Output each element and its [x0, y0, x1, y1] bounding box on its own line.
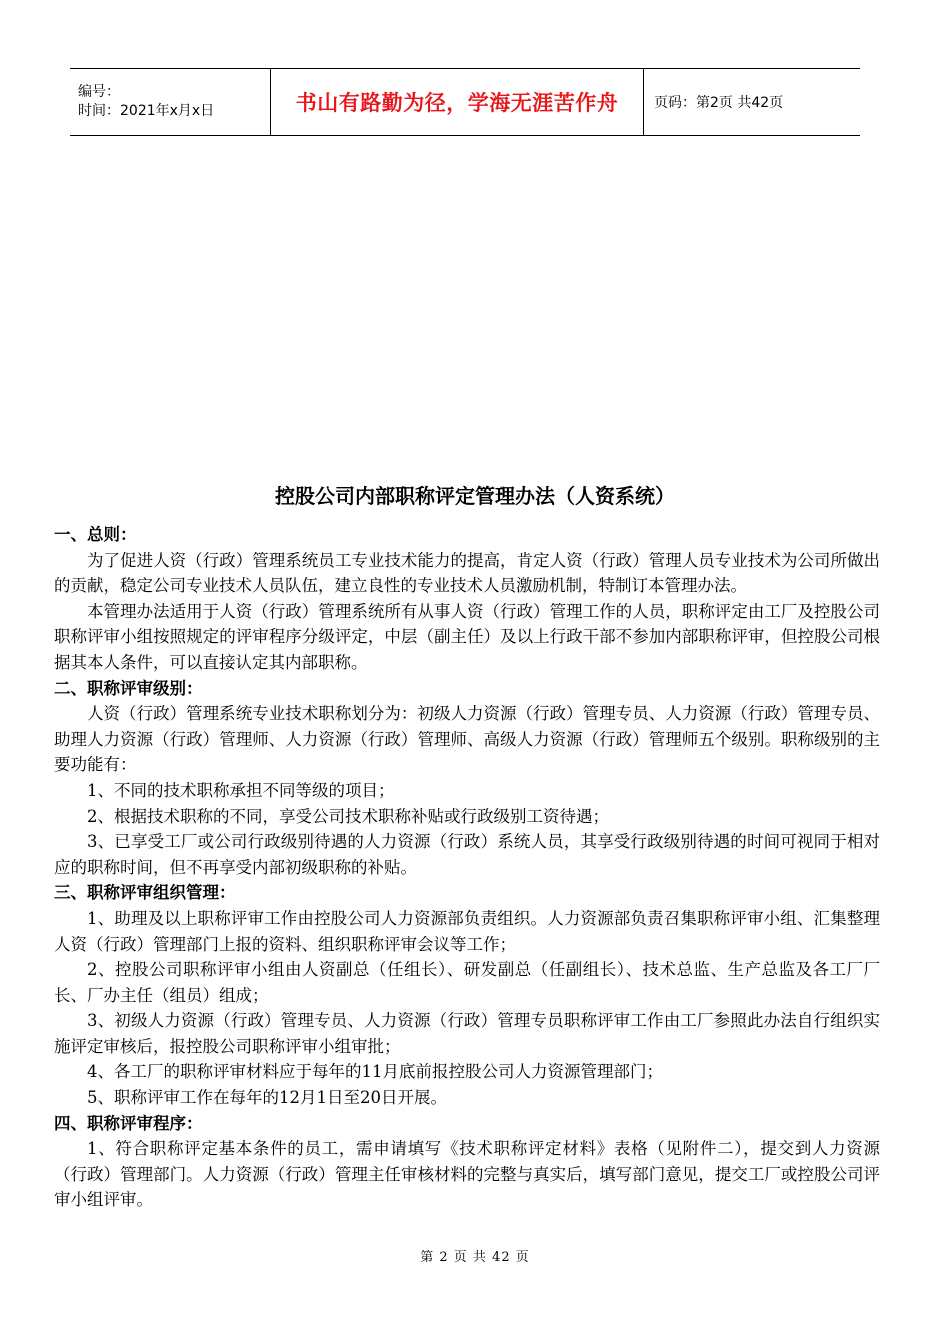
paragraph: 1、不同的技术职称承担不同等级的项目；	[87, 780, 395, 800]
document-number-label: 编号：	[78, 84, 120, 100]
section-heading-levels: 二、职称评审级别：	[54, 678, 203, 698]
paragraph: 为了促进人资（行政）管理系统员工专业技术能力的提高，肯定人资（行政）管理人员专业技术为公司所做出的贡献，稳定公司专业技术人员队伍，建立良性的专业技术人员激励机制，特制订本管理办法。	[54, 550, 880, 596]
document-time: 时间：2021年x月x日	[78, 103, 215, 119]
header-table	[70, 68, 860, 136]
paragraph: 4、各工厂的职称评审材料应于每年的11月底前报控股公司人力资源管理部门；	[87, 1062, 663, 1082]
paragraph: 3、初级人力资源（行政）管理专员、人力资源（行政）管理专员职称评审工作由工厂参照此办法自行组织实施评定审核后，报控股公司职称评审小组审批；	[54, 1011, 880, 1056]
paragraph: 1、符合职称评定基本条件的员工，需申请填写《技术职称评定材料》表格（见附件二），提交到人力资源（行政）管理部门。人力资源（行政）管理主任审核材料的完整与真实后，填写部门意见，提交工厂或控股公司评审小组评审。	[54, 1139, 880, 1210]
paragraph: 人资（行政）管理系统专业技术职称划分为：初级人力资源（行政）管理专员、人力资源（行政）管理专员、助理人力资源（行政）管理师、人力资源（行政）管理师、高级人力资源（行政）管理师五个级别。职称级别的主要功能有：	[54, 704, 880, 775]
paragraph: 3、已享受工厂或公司行政级别待遇的人力资源（行政）系统人员，其享受行政级别待遇的时间可视同于相对应的职称时间，但不再享受内部初级职称的补贴。	[54, 832, 880, 877]
paragraph: 2、控股公司职称评审小组由人资副总（任组长）、研发副总（任副组长）、技术总监、生产总监及各工厂厂长、厂办主任（组员）组成；	[54, 960, 880, 1005]
header-page-info: 页码：第2页 共42页	[654, 95, 784, 111]
header-left-cell	[70, 69, 270, 135]
section-heading-procedure: 四、职称评审程序：	[54, 1113, 203, 1133]
paragraph: 本管理办法适用于人资（行政）管理系统所有从事人资（行政）管理工作的人员，职称评定由工厂及控股公司职称评审小组按照规定的评审程序分级评定，中层（副主任）及以上行政干部不参加内部职称评审，但控股公司根据其本人条件，可以直接认定其内部职称。	[54, 601, 880, 672]
section-heading-organization: 三、职称评审组织管理：	[54, 883, 236, 903]
paragraph: 5、职称评审工作在每年的12月1日至20日开展。	[87, 1088, 447, 1108]
document-title: 控股公司内部职称评定管理办法（人资系统）	[275, 484, 675, 508]
paragraph: 2、根据技术职称的不同，享受公司技术职称补贴或行政级别工资待遇；	[87, 806, 609, 826]
header-motto: 书山有路勤为径，学海无涯苦作舟	[270, 69, 644, 135]
paragraph: 1、助理及以上职称评审工作由控股公司人力资源部负责组织。人力资源部负责召集职称评审小组、汇集整理人资（行政）管理部门上报的资料、组织职称评审会议等工作；	[54, 908, 880, 954]
document-body	[54, 522, 880, 1213]
section-heading-general: 一、总则：	[54, 525, 137, 544]
page-footer: 第 2 页 共 42 页	[420, 1250, 530, 1265]
